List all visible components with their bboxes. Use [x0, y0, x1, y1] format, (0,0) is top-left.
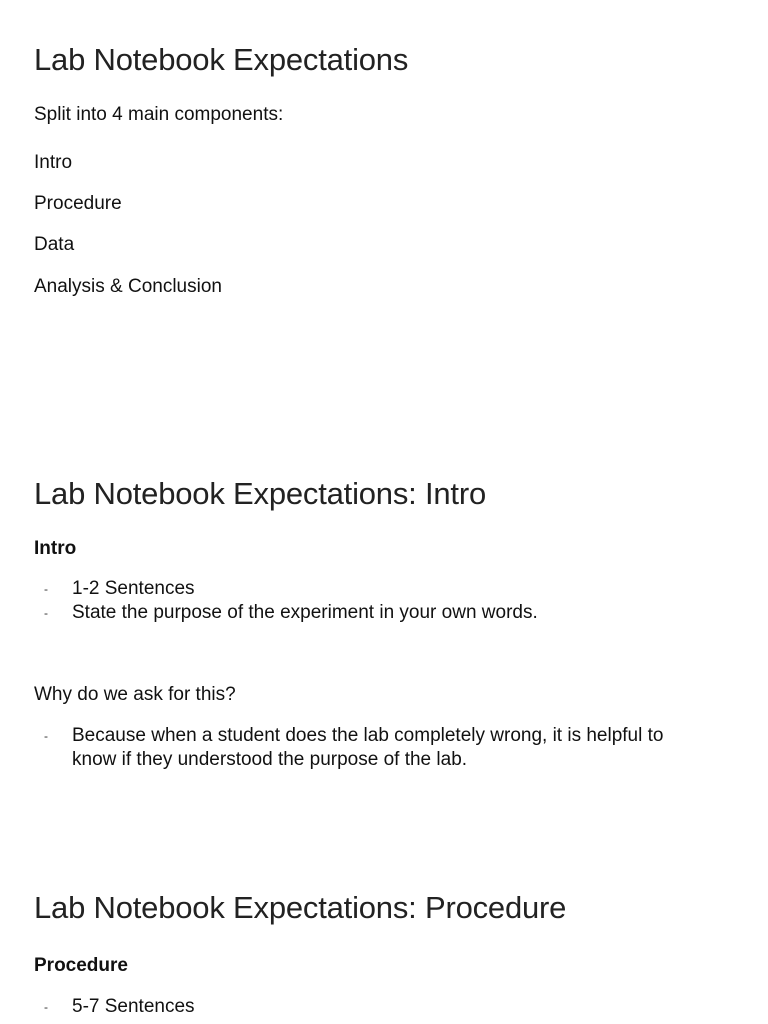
- slide-title: Lab Notebook Expectations: [34, 42, 409, 77]
- components-intro: Split into 4 main components:: [34, 104, 284, 125]
- section-heading: Intro: [34, 538, 77, 559]
- component-item: Data: [34, 234, 75, 255]
- bullet-marker: -: [44, 729, 48, 743]
- component-item: Intro: [34, 152, 73, 173]
- slide-title: Lab Notebook Expectations: Procedure: [34, 890, 567, 925]
- component-item: Procedure: [34, 193, 122, 214]
- answer-line: know if they understood the purpose of the lab.: [72, 749, 468, 770]
- bullet-item: State the purpose of the experiment in your own words.: [72, 602, 538, 623]
- section-heading: Procedure: [34, 955, 128, 976]
- bullet-item: 1-2 Sentences: [72, 578, 195, 599]
- answer-line: Because when a student does the lab completely wrong, it is helpful to: [72, 725, 664, 746]
- component-item: Analysis & Conclusion: [34, 276, 222, 297]
- slide-title: Lab Notebook Expectations: Intro: [34, 476, 487, 511]
- bullet-marker: -: [44, 1000, 48, 1014]
- question-text: Why do we ask for this?: [34, 684, 236, 705]
- bullet-item: 5-7 Sentences: [72, 996, 195, 1017]
- bullet-marker: -: [44, 606, 48, 620]
- bullet-marker: -: [44, 582, 48, 596]
